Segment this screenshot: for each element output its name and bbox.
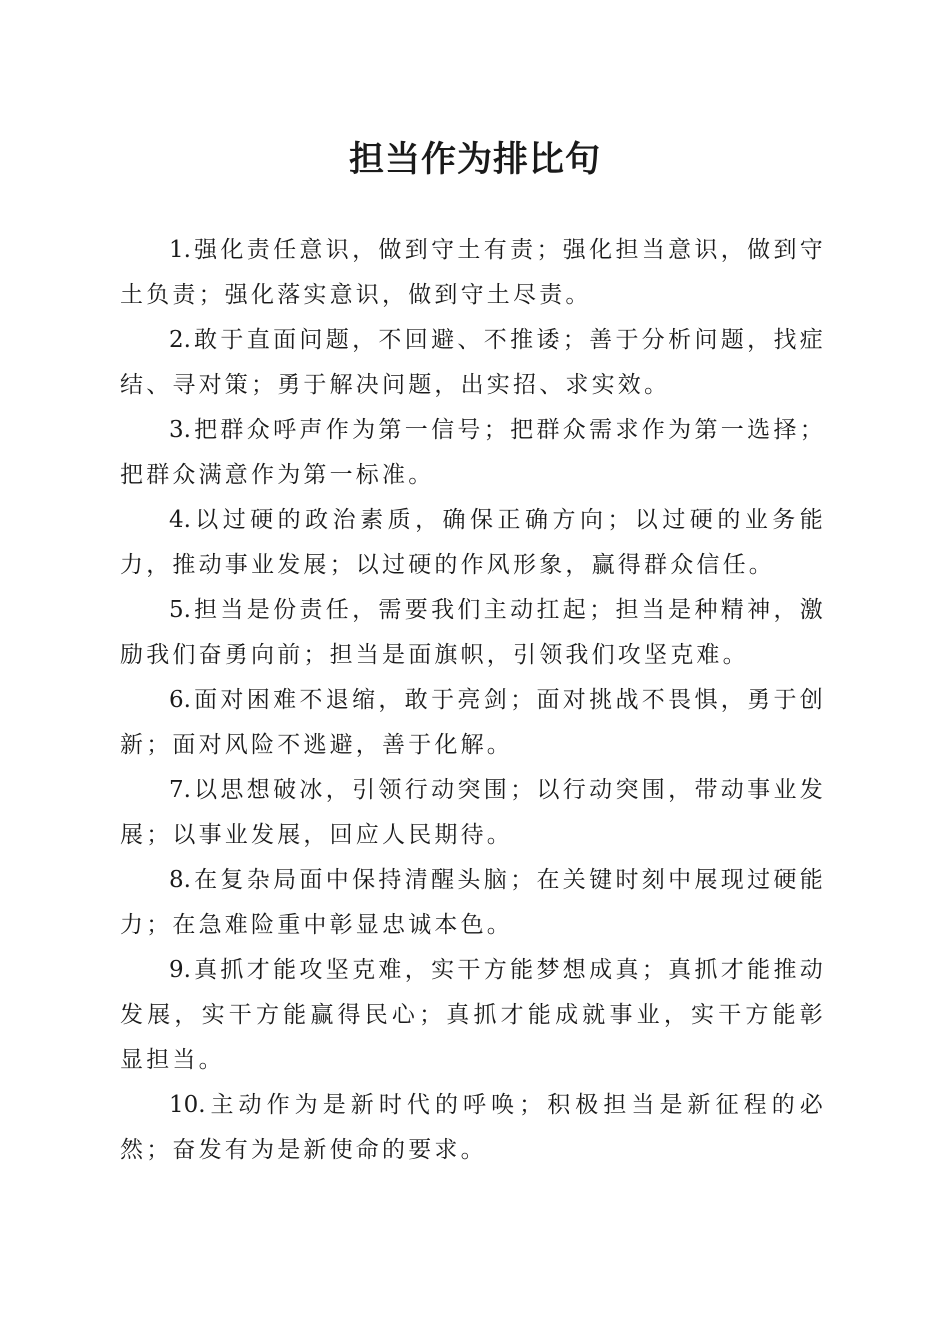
- paragraph-number: 8.: [169, 867, 191, 893]
- paragraph-2: [120, 318, 826, 408]
- paragraph-9: [120, 948, 826, 1083]
- paragraph-number: 5.: [169, 597, 191, 623]
- paragraph-number: 4.: [169, 507, 191, 533]
- paragraph-text: 面对困难不退缩，敢于亮剑；面对挑战不畏惧，勇于创新；面对风险不逃避，善于化解。: [120, 687, 826, 758]
- paragraph-text: 担当是份责任，需要我们主动扛起；担当是种精神，激励我们奋勇向前；担当是面旗帜，引领我们攻坚克难。: [120, 597, 826, 668]
- paragraph-4: [120, 498, 826, 588]
- paragraph-10: [120, 1083, 826, 1173]
- paragraph-1: [120, 228, 826, 318]
- paragraph-text: 真抓才能攻坚克难，实干方能梦想成真；真抓才能推动发展，实干方能赢得民心；真抓才能成就事业，实干方能彰显担当。: [120, 957, 826, 1073]
- paragraph-number: 6.: [169, 687, 191, 713]
- paragraph-number: 1.: [169, 237, 191, 263]
- paragraph-7: [120, 768, 826, 858]
- paragraph-text: 以过硬的政治素质，确保正确方向；以过硬的业务能力，推动事业发展；以过硬的作风形象，赢得群众信任。: [120, 507, 826, 578]
- document-body: [120, 228, 826, 1173]
- document-title: 担当作为排比句: [348, 139, 601, 180]
- paragraph-6: [120, 678, 826, 768]
- paragraph-text: 强化责任意识，做到守土有责；强化担当意识，做到守土负责；强化落实意识，做到守土尽责。: [120, 237, 826, 308]
- paragraph-number: 7.: [169, 777, 191, 803]
- paragraph-text: 主动作为是新时代的呼唤；积极担当是新征程的必然；奋发有为是新使命的要求。: [120, 1092, 826, 1163]
- paragraph-text: 敢于直面问题，不回避、不推诿；善于分析问题，找症结、寻对策；勇于解决问题，出实招、求实效。: [120, 327, 826, 398]
- paragraph-number: 3.: [169, 417, 191, 443]
- paragraph-8: [120, 858, 826, 948]
- paragraph-text: 把群众呼声作为第一信号；把群众需求作为第一选择；把群众满意作为第一标准。: [120, 417, 826, 488]
- paragraph-text: 在复杂局面中保持清醒头脑；在关键时刻中展现过硬能力；在急难险重中彰显忠诚本色。: [120, 867, 826, 938]
- paragraph-number: 10.: [169, 1092, 206, 1118]
- paragraph-5: [120, 588, 826, 678]
- paragraph-number: 2.: [169, 327, 191, 353]
- paragraph-text: 以思想破冰，引领行动突围；以行动突围，带动事业发展；以事业发展，回应人民期待。: [120, 777, 826, 848]
- paragraph-number: 9.: [169, 957, 191, 983]
- paragraph-3: [120, 408, 826, 498]
